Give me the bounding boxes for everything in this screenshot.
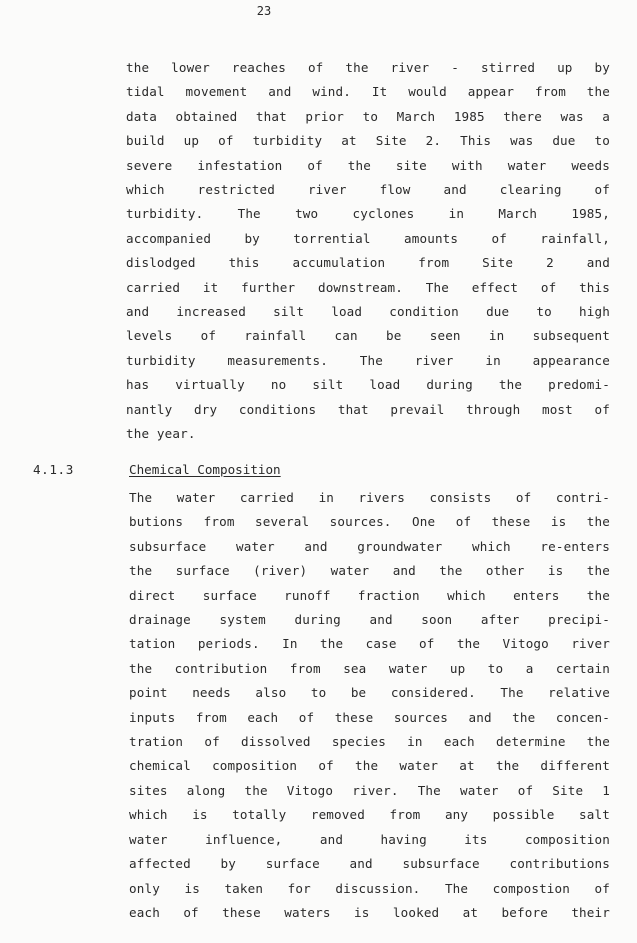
text-line: nantly dry conditions that prevail through most of (126, 401, 610, 417)
text-line: affected by surface and subsurface contributions (129, 856, 610, 872)
text-line: the contribution from sea water up to a certain (129, 660, 610, 676)
text-line: only is taken for discussion. The compostion of (129, 880, 610, 896)
text-line: severe infestation of the site with water weeds (126, 157, 610, 173)
text-line: chemical composition of the water at the different (129, 758, 610, 774)
page-number: 23 (256, 4, 272, 18)
text-line: build up of turbidity at Site 2. This was due to (126, 133, 610, 149)
text-line: levels of rainfall can be seen in subsequent (126, 328, 610, 344)
section-number: 4.1.3 (33, 462, 74, 477)
text-line: dislodged this accumulation from Site 2 and (126, 255, 610, 271)
text-line: tation periods. In the case of the Vitogo river (129, 636, 610, 652)
paragraph-chemical-composition (129, 486, 610, 925)
text-line: water influence, and having its composition (129, 831, 610, 847)
text-line: drainage system during and soon after precipi- (129, 612, 610, 628)
text-line: butions from several sources. One of these is the (129, 514, 610, 530)
text-line: turbidity. The two cyclones in March 1985, (126, 206, 610, 222)
text-line: accompanied by torrential amounts of rainfall, (126, 230, 610, 246)
text-line: which is totally removed from any possible salt (129, 807, 610, 823)
text-line: which restricted river flow and clearing of (126, 182, 610, 198)
text-line: the lower reaches of the river - stirred up by (126, 60, 610, 75)
text-line: subsurface water and groundwater which re-enters (129, 538, 610, 554)
text-line: tration of dissolved species in each determine the (129, 734, 610, 750)
text-line: and increased silt load condition due to high (126, 304, 610, 320)
text-line: the surface (river) water and the other is the (129, 563, 610, 579)
text-line: each of these waters is looked at before their (129, 904, 610, 920)
text-line: the year. (126, 426, 196, 442)
paragraph-turbidity (126, 56, 610, 447)
text-line: has virtually no silt load during the predomi- (126, 377, 610, 393)
section-heading: Chemical Composition (129, 462, 281, 477)
text-line: point needs also to be considered. The relative (129, 685, 610, 701)
text-line: The water carried in rivers consists of contri- (129, 490, 610, 505)
text-line: direct surface runoff fraction which enters the (129, 587, 610, 603)
text-line: turbidity measurements. The river in appearance (126, 352, 610, 368)
text-line: tidal movement and wind. It would appear from the (126, 84, 610, 100)
text-line: data obtained that prior to March 1985 there was a (126, 108, 610, 124)
text-line: carried it further downstream. The effect of this (126, 279, 610, 295)
text-line: sites along the Vitogo river. The water of Site 1 (129, 782, 610, 798)
text-line: inputs from each of these sources and the concen- (129, 709, 610, 725)
